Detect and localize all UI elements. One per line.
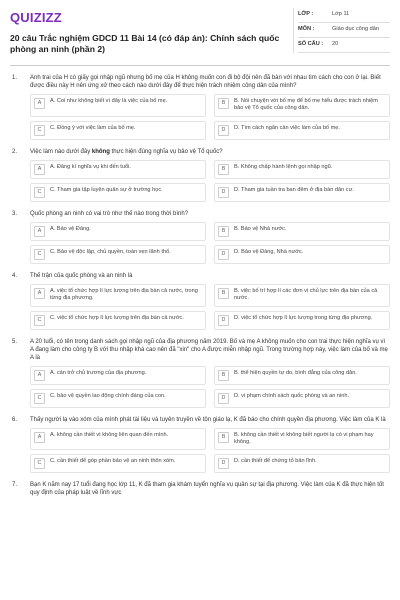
question-number: 3. bbox=[12, 210, 18, 217]
option-letter-box: D bbox=[218, 393, 229, 404]
option-text: C. cần thiết để góp phần bảo vệ an ninh thôn xóm. bbox=[50, 458, 176, 465]
question-text: Quốc phòng an ninh có vai trò như thế nào trong thời bình? bbox=[30, 210, 189, 217]
option-letter-box: C bbox=[34, 315, 45, 326]
question-number: 4. bbox=[12, 272, 18, 279]
question-text: Việc làm nào dưới đây không thực hiện đúng nghĩa vụ bảo vệ Tổ quốc? bbox=[30, 148, 223, 155]
quizizz-logo: QUIZIZZ bbox=[10, 10, 62, 25]
answer-options bbox=[30, 284, 390, 330]
question-keyword: không bbox=[91, 148, 110, 155]
worksheet-header bbox=[10, 8, 390, 55]
answer-option-d[interactable] bbox=[214, 389, 390, 408]
option-letter-box: B bbox=[218, 98, 229, 109]
question-item bbox=[10, 338, 390, 408]
answer-option-b[interactable] bbox=[214, 160, 390, 179]
question-item bbox=[10, 210, 390, 264]
question-body bbox=[30, 210, 390, 264]
answer-option-a[interactable] bbox=[30, 284, 206, 307]
answer-option-c[interactable] bbox=[30, 183, 206, 202]
question-body bbox=[30, 481, 390, 501]
option-text: C. bảo vệ quyền lao động chính đáng của con. bbox=[50, 392, 166, 399]
question-text: Anh trai của H có giấy gọi nhập ngũ nhưng bố mẹ của H không muốn con đi bộ đội nên đã bàn với nhau tìm cách cho con ở lại. Biết được điều này H nên ứng xử theo cách nào dưới đây để thực hiện trách nhiệm công dân của mình? bbox=[30, 75, 381, 89]
option-text: B. thể hiện quyền tự do, bình đẳng của công dân. bbox=[234, 369, 357, 376]
question-body bbox=[30, 74, 390, 140]
option-letter-box: D bbox=[218, 125, 229, 136]
option-letter-box: A bbox=[34, 370, 45, 381]
meta-value: Lớp 11 bbox=[332, 11, 350, 17]
meta-value: 20 bbox=[332, 41, 339, 47]
answer-option-b[interactable] bbox=[214, 366, 390, 385]
option-text: D. vi phạm chính sách quốc phòng và an ninh. bbox=[234, 392, 350, 399]
answer-options bbox=[30, 222, 390, 264]
answer-option-b[interactable] bbox=[214, 428, 390, 451]
option-letter-box: D bbox=[218, 458, 229, 469]
answer-option-a[interactable] bbox=[30, 366, 206, 385]
question-text: Thấy người lạ vào xóm của mình phát tài liệu và tuyên truyền về tôn giáo lạ, K đã báo cho chính quyền địa phương. Việc làm của K là bbox=[30, 416, 386, 423]
question-body bbox=[30, 416, 390, 474]
option-text: D. Tham gia tuần tra ban đêm ở địa bàn dân cư. bbox=[234, 186, 354, 193]
answer-option-c[interactable] bbox=[30, 389, 206, 408]
question-body bbox=[30, 272, 390, 330]
answer-option-d[interactable] bbox=[214, 311, 390, 330]
option-text: C. Bảo vệ độc lập, chủ quyền, toàn vẹn lãnh thổ. bbox=[50, 248, 171, 255]
answer-option-d[interactable] bbox=[214, 454, 390, 473]
answer-option-a[interactable] bbox=[30, 94, 206, 117]
meta-key: MÔN : bbox=[298, 26, 315, 32]
meta-count bbox=[298, 38, 390, 53]
option-text: C. Đồng ý với việc làm của bố mẹ. bbox=[50, 124, 136, 131]
option-text: C. Tham gia tập luyện quân sự ở trường học. bbox=[50, 186, 163, 193]
option-letter-box: C bbox=[34, 458, 45, 469]
answer-option-c[interactable] bbox=[30, 454, 206, 473]
option-text: B. việc bố trí hợp lí các đơn vị chủ lực trên địa bàn của cả nước. bbox=[234, 287, 378, 302]
option-letter-box: B bbox=[218, 288, 229, 299]
answer-option-d[interactable] bbox=[214, 245, 390, 264]
answer-option-c[interactable] bbox=[30, 121, 206, 140]
question-number: 2. bbox=[12, 148, 18, 155]
option-letter-box: A bbox=[34, 226, 45, 237]
question-number: 6. bbox=[12, 416, 18, 423]
option-text: C. việc tổ chức hợp lí lực lượng trên địa bàn cả nước. bbox=[50, 314, 184, 321]
answer-options bbox=[30, 428, 390, 474]
question-body bbox=[30, 338, 390, 408]
meta-key: LỚP : bbox=[298, 11, 314, 17]
option-text: B. Nói chuyện với bố mẹ để bố mẹ hiểu được trách nhiệm bảo vệ Tổ quốc của công dân. bbox=[234, 98, 378, 112]
meta-value: Giáo dục công dân bbox=[332, 26, 379, 32]
worksheet-title: 20 câu Trắc nghiệm GDCD 11 Bài 14 (có đáp án): Chính sách quốc phòng an ninh (phần 2) bbox=[10, 33, 280, 54]
option-text: A. việc tổ chức hợp lí lực lượng trên địa bàn cả nước, trong từng địa phương. bbox=[50, 287, 198, 302]
meta-subject bbox=[298, 23, 390, 38]
option-letter-box: A bbox=[34, 432, 45, 443]
question-number: 1. bbox=[12, 75, 18, 81]
question-item bbox=[10, 148, 390, 202]
option-letter-box: C bbox=[34, 393, 45, 404]
option-text: D. Bảo vệ Đảng, Nhà nước. bbox=[234, 248, 304, 255]
option-letter-box: B bbox=[218, 432, 229, 443]
question-number: 7. bbox=[12, 482, 18, 489]
option-letter-box: C bbox=[34, 125, 45, 136]
option-letter-box: B bbox=[218, 164, 229, 175]
question-body bbox=[30, 148, 390, 202]
option-letter-box: B bbox=[218, 370, 229, 381]
answer-options bbox=[30, 366, 390, 408]
answer-option-b[interactable] bbox=[214, 284, 390, 307]
option-letter-box: C bbox=[34, 249, 45, 260]
option-text: B. không cần thiết vì không biết người lạ có vi phạm hay không. bbox=[234, 431, 374, 446]
option-text: A. Bảo vệ Đảng. bbox=[50, 225, 91, 232]
question-text: Bạn K năm nay 17 tuổi đang học lớp 11, K đã tham gia khám tuyển nghĩa vụ quân sự tại địa phương. Việc làm của K đã thực hiện tốt quy định của pháp luật về lĩnh vực bbox=[30, 482, 384, 497]
answer-options bbox=[30, 160, 390, 202]
option-text: A. Đăng kí nghĩa vụ khi đến tuổi. bbox=[50, 163, 131, 170]
meta-class bbox=[298, 8, 390, 23]
question-item bbox=[10, 481, 390, 501]
option-letter-box: D bbox=[218, 249, 229, 260]
option-letter-box: A bbox=[34, 164, 45, 175]
question-item bbox=[10, 416, 390, 474]
option-text: D. Tìm cách ngăn cản việc làm của bố mẹ. bbox=[234, 124, 340, 131]
answer-option-a[interactable] bbox=[30, 160, 206, 179]
answer-option-c[interactable] bbox=[30, 311, 206, 330]
worksheet-meta bbox=[293, 8, 390, 53]
answer-option-a[interactable] bbox=[30, 222, 206, 241]
answer-option-d[interactable] bbox=[214, 183, 390, 202]
answer-option-c[interactable] bbox=[30, 245, 206, 264]
answer-option-a[interactable] bbox=[30, 428, 206, 451]
option-letter-box: B bbox=[218, 226, 229, 237]
option-letter-box: C bbox=[34, 187, 45, 198]
option-letter-box: A bbox=[34, 98, 45, 109]
option-text: A. không cần thiết vì không liên quan đến mình. bbox=[50, 431, 169, 438]
question-item bbox=[10, 74, 390, 140]
answer-option-b[interactable] bbox=[214, 94, 390, 117]
header-left bbox=[10, 8, 280, 55]
option-text: B. Không chấp hành lệnh gọi nhập ngũ. bbox=[234, 163, 333, 170]
meta-key: SỐ CÂU : bbox=[298, 41, 324, 47]
header-divider bbox=[10, 65, 390, 66]
option-text: D. việc tổ chức hợp lí lực lượng trong từng địa phương. bbox=[234, 314, 373, 321]
question-text: A 20 tuổi, có tên trong danh sách gọi nhập ngũ của địa phương năm 2019. Bố và mẹ A không muốn cho con trai thực hiện nghĩa vụ vì A đang làm cho công ty B với thu nhập khá cao nên đã "xin" cho A được miễn nhập ngũ. Trong trường hợp này, việc làm của bố và mẹ A là bbox=[30, 338, 388, 361]
option-text: B. Bảo vệ Nhà nước. bbox=[234, 225, 287, 232]
answer-option-b[interactable] bbox=[214, 222, 390, 241]
answer-options bbox=[30, 94, 390, 140]
option-text: A. cản trở chủ trương của địa phương. bbox=[50, 369, 147, 376]
option-text: D. cần thiết để chứng tỏ bản lĩnh. bbox=[234, 458, 317, 465]
question-list bbox=[10, 74, 390, 501]
option-text: A. Coi như không biết vì đây là việc của bố mẹ. bbox=[50, 98, 168, 104]
answer-option-d[interactable] bbox=[214, 121, 390, 140]
question-number: 5. bbox=[12, 338, 18, 345]
question-item bbox=[10, 272, 390, 330]
question-text: Thế trận của quốc phòng và an ninh là bbox=[30, 272, 133, 279]
option-letter-box: A bbox=[34, 288, 45, 299]
option-letter-box: D bbox=[218, 315, 229, 326]
option-letter-box: D bbox=[218, 187, 229, 198]
